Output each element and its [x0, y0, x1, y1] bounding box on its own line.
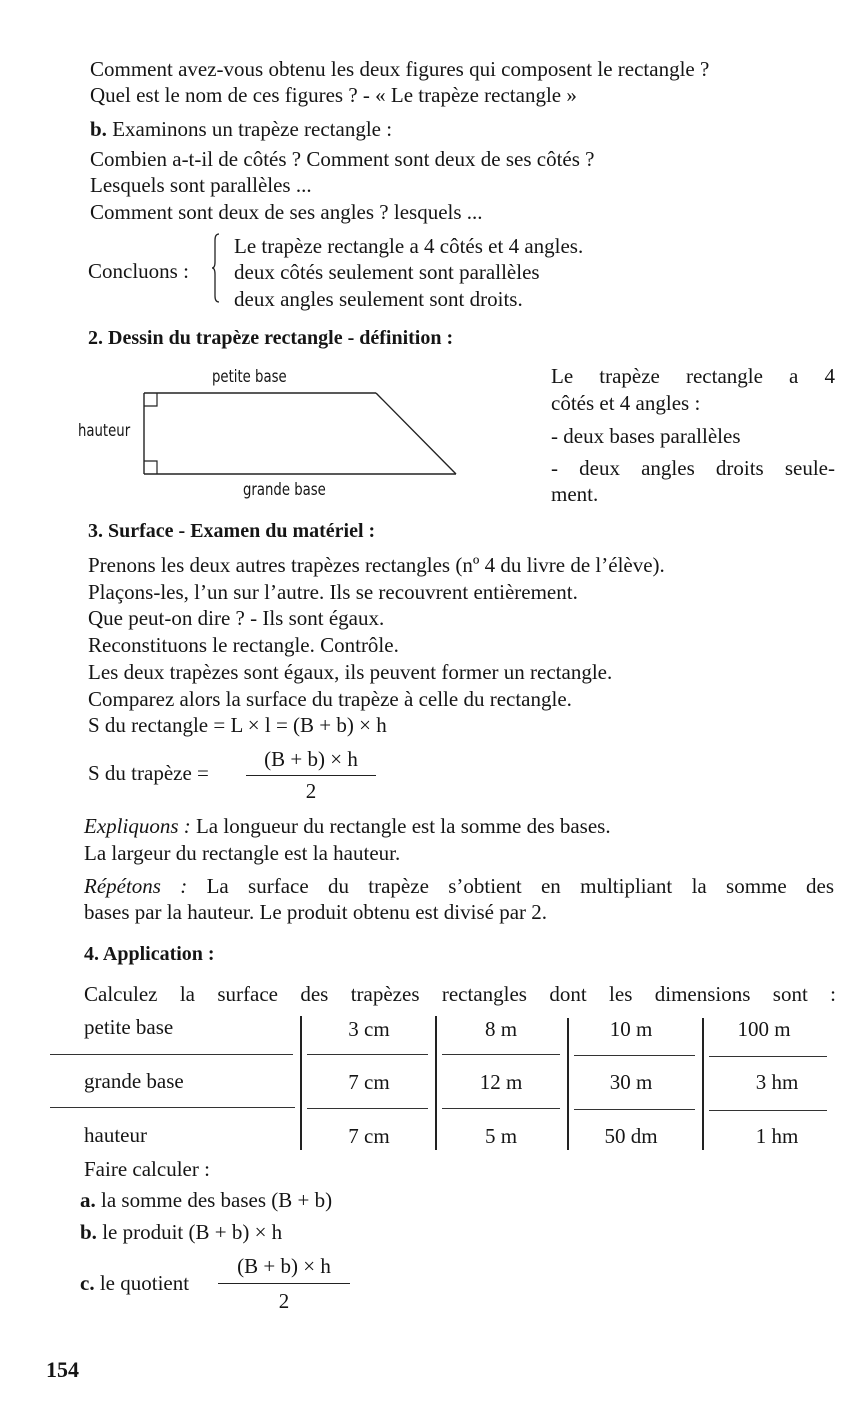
table-cell: 5 m [484, 1124, 518, 1148]
page-number: 154 [46, 1357, 79, 1382]
table-cell: 30 m [609, 1070, 653, 1094]
table-cell: 3 hm [755, 1070, 799, 1094]
figure-label-hauteur: hauteur [78, 421, 131, 441]
step-c-denominator: 2 [278, 1289, 290, 1313]
repeat-label: Répétons : [84, 874, 188, 898]
step-b-text: le produit (B + b) × h [102, 1220, 283, 1244]
step-b [80, 1219, 282, 1245]
conclusion-line-3: deux angles seulement sont droits. [234, 287, 523, 311]
table-rule [50, 1054, 293, 1055]
section-2-heading: 2. Dessin du trapèze rectangle - définition : [88, 327, 454, 349]
conclusion-line-1: Le trapèze rectangle a 4 côtés et 4 angles. [234, 234, 584, 258]
formula-trapeze-label: S du trapèze = [88, 761, 209, 785]
step-a-text: la somme des bases (B + b) [101, 1188, 333, 1212]
section-4-heading: 4. Application : [84, 943, 215, 965]
step-b-label: b. [80, 1220, 97, 1244]
conclusion-brace [212, 232, 222, 304]
part-b-heading-row [90, 116, 392, 142]
section-3-line-3: Que peut-on dire ? - Ils sont égaux. [88, 606, 385, 630]
section-3-line-2: Plaçons-les, l’un sur l’autre. Ils se recouvrent entièrement. [88, 580, 578, 604]
table-row-label-hauteur: hauteur [84, 1123, 147, 1147]
step-c-label: c. [80, 1271, 95, 1295]
table-row-label-petite-base: petite base [84, 1015, 174, 1039]
section-3-heading: 3. Surface - Examen du matériel : [88, 520, 376, 542]
definition-line-1: Le trapèze rectangle a 4 [551, 364, 835, 388]
explain-label: Expliquons : [84, 814, 191, 838]
table-rule [442, 1054, 560, 1055]
formula-rectangle: S du rectangle = L × l = (B + b) × h [88, 713, 387, 737]
definition-line-5: ment. [551, 482, 599, 506]
table-cell: 3 cm [348, 1017, 390, 1041]
table-divider [435, 1016, 437, 1150]
table-cell: 7 cm [348, 1070, 390, 1094]
part-b-heading: Examinons un trapèze rectangle : [112, 117, 393, 141]
section-3-line-6: Comparez alors la surface du trapèze à celle du rectangle. [88, 687, 572, 711]
part-b-line-2: Lesquels sont parallèles ... [90, 173, 312, 197]
step-c-numerator: (B + b) × h [237, 1254, 331, 1278]
part-b-line-3: Comment sont deux de ses angles ? lesquels ... [90, 200, 483, 224]
step-a [80, 1187, 332, 1213]
table-cell: 12 m [479, 1070, 523, 1094]
table-cell: 10 m [609, 1017, 653, 1041]
section-4-instruction: Calculez la surface des trapèzes rectangles dont les dimensions sont : [84, 982, 836, 1006]
table-rule [307, 1108, 428, 1109]
section-3-line-4: Reconstituons le rectangle. Contrôle. [88, 633, 399, 657]
table-rule [709, 1110, 827, 1111]
step-c-text: le quotient [99, 1271, 190, 1295]
table-rule [307, 1054, 428, 1055]
definition-line-3: - deux bases parallèles [551, 424, 741, 448]
section-3-line-5: Les deux trapèzes sont égaux, ils peuvent former un rectangle. [88, 660, 613, 684]
table-rule [442, 1108, 560, 1109]
steps-intro: Faire calculer : [84, 1157, 210, 1181]
intro-line-2: Quel est le nom de ces figures ? - « Le trapèze rectangle » [90, 83, 577, 107]
intro-line-1: Comment avez-vous obtenu les deux figures qui composent le rectangle ? [90, 57, 710, 81]
formula-trapeze-fraction-bar [246, 775, 376, 776]
definition-line-4: - deux angles droits seule- [551, 456, 835, 480]
repeat-text-2: bases par la hauteur. Le produit obtenu est divisé par 2. [84, 900, 548, 924]
conclusion-line-2: deux côtés seulement sont parallèles [234, 260, 540, 284]
table-row-label-grande-base: grande base [84, 1069, 184, 1093]
table-cell: 1 hm [755, 1124, 799, 1148]
part-b-label: b. [90, 117, 107, 141]
table-rule [574, 1109, 695, 1110]
table-cell: 100 m [737, 1017, 791, 1041]
formula-trapeze-numerator: (B + b) × h [264, 747, 358, 771]
table-divider [567, 1018, 569, 1150]
step-a-label: a. [80, 1188, 96, 1212]
formula-trapeze-denominator: 2 [305, 779, 317, 803]
repeat-row-1 [84, 873, 834, 899]
trapezoid-figure [140, 385, 470, 480]
table-divider [702, 1018, 704, 1150]
table-rule [574, 1055, 695, 1056]
repeat-text-1: La surface du trapèze s’obtient en multipliant la somme des [206, 874, 834, 898]
table-divider [300, 1016, 302, 1150]
figure-label-petite-base: petite base [212, 367, 287, 387]
table-cell: 8 m [484, 1017, 518, 1041]
table-cell: 7 cm [348, 1124, 390, 1148]
explain-row-1 [84, 813, 611, 839]
table-rule [709, 1056, 827, 1057]
conclusion-label: Concluons : [88, 259, 189, 283]
explain-text-2: La largeur du rectangle est la hauteur. [84, 841, 401, 865]
table-cell: 50 dm [604, 1124, 658, 1148]
step-c [80, 1270, 189, 1296]
section-3-line-1: Prenons les deux autres trapèzes rectangles (nº 4 du livre de l’élève). [88, 553, 665, 577]
explain-text-1: La longueur du rectangle est la somme des bases. [195, 814, 611, 838]
figure-label-grande-base: grande base [243, 480, 326, 500]
step-c-fraction-bar [218, 1283, 350, 1284]
part-b-line-1: Combien a-t-il de côtés ? Comment sont deux de ses côtés ? [90, 147, 595, 171]
definition-line-2: côtés et 4 angles : [551, 391, 701, 415]
table-rule [50, 1107, 295, 1108]
